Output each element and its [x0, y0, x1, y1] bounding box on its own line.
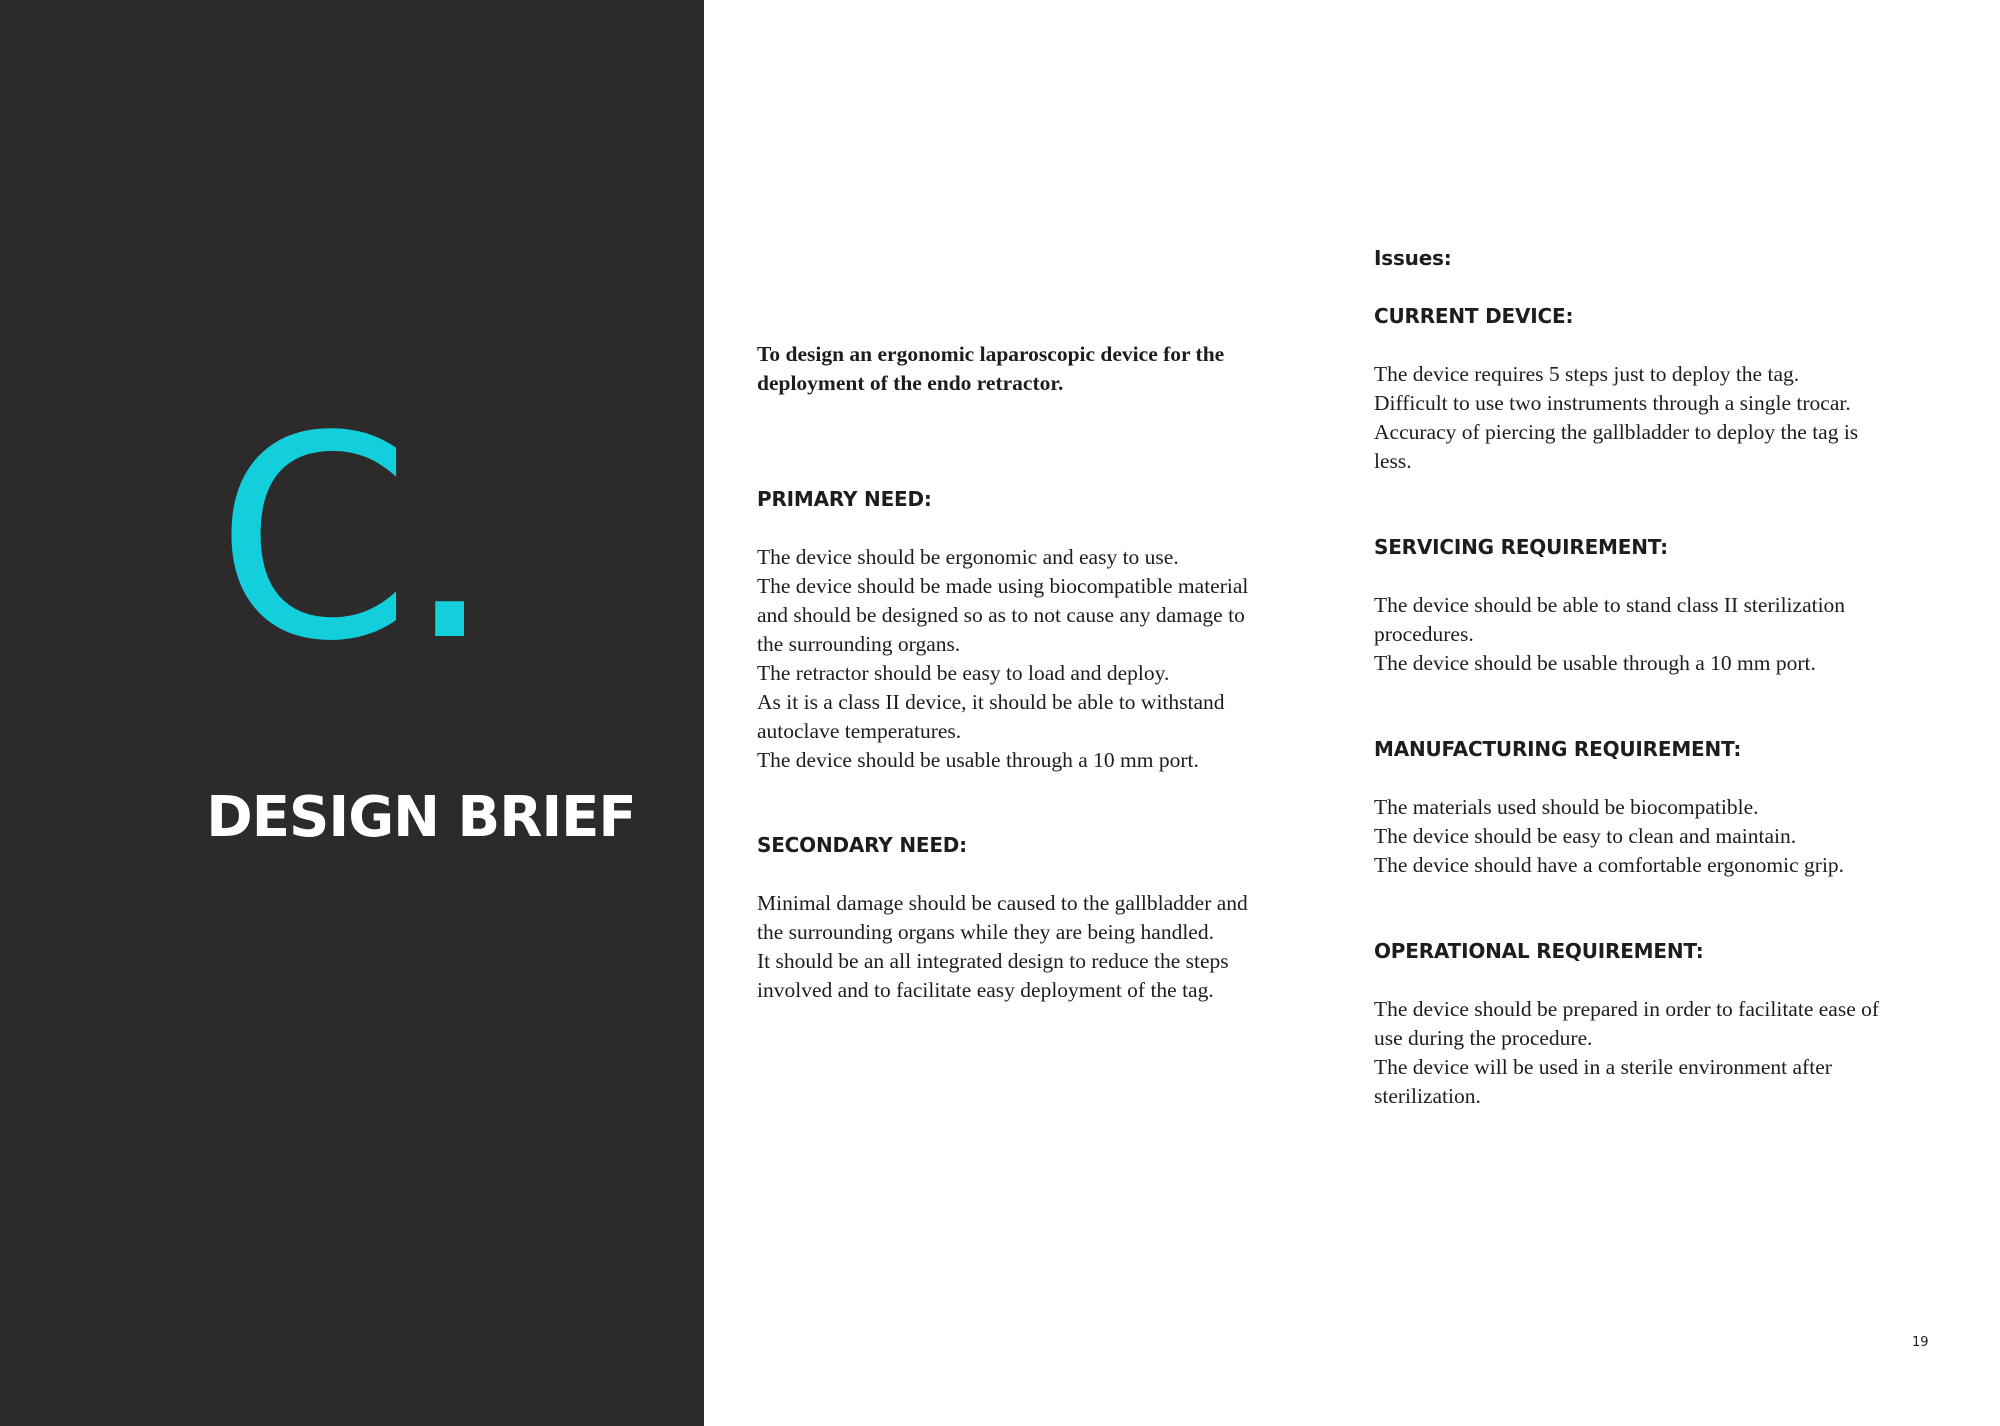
- primary-need-line: The device should be made using biocompatible material: [757, 574, 1249, 598]
- primary-need-line: autoclave temperatures.: [757, 719, 962, 743]
- design-objective: [757, 340, 1337, 398]
- operational-requirement-line: The device should be prepared in order to facilitate ease of: [1374, 997, 1880, 1021]
- operational-requirement-line: use during the procedure.: [1374, 1026, 1593, 1050]
- secondary-need-heading: SECONDARY NEED:: [757, 833, 967, 857]
- servicing-requirement-line: procedures.: [1374, 622, 1474, 646]
- manufacturing-requirement-line: The device should be easy to clean and maintain.: [1374, 824, 1797, 848]
- manufacturing-requirement-heading: MANUFACTURING REQUIREMENT:: [1374, 737, 1742, 761]
- section-cover-panel: [0, 0, 704, 1426]
- operational-requirement-heading: OPERATIONAL REQUIREMENT:: [1374, 939, 1704, 963]
- design-objective-line: deployment of the endo retractor.: [757, 371, 1064, 395]
- servicing-requirement-line: The device should be usable through a 10 mm port.: [1374, 651, 1816, 675]
- primary-need-list: [757, 543, 1337, 775]
- secondary-need-line: It should be an all integrated design to reduce the steps: [757, 949, 1229, 973]
- secondary-need-list: [757, 889, 1337, 1005]
- current-device-line: less.: [1374, 449, 1412, 473]
- secondary-need-line: the surrounding organs while they are being handled.: [757, 920, 1214, 944]
- right-text-column: [1374, 244, 1954, 1111]
- primary-need-line: The device should be usable through a 10 mm port.: [757, 748, 1199, 772]
- current-device-line: Accuracy of piercing the gallbladder to deploy the tag is: [1374, 420, 1859, 444]
- section-letter: C.: [215, 377, 489, 703]
- manufacturing-requirement-line: The materials used should be biocompatible.: [1374, 795, 1759, 819]
- primary-need-line: and should be designed so as to not cause any damage to: [757, 603, 1245, 627]
- servicing-requirement-heading: SERVICING REQUIREMENT:: [1374, 535, 1668, 559]
- design-objective-line: To design an ergonomic laparoscopic device for the: [757, 342, 1225, 366]
- current-device-list: [1374, 360, 1954, 476]
- left-text-column: [757, 340, 1337, 1005]
- manufacturing-requirement-list: [1374, 793, 1954, 880]
- primary-need-heading: PRIMARY NEED:: [757, 487, 932, 511]
- operational-requirement-line: sterilization.: [1374, 1084, 1481, 1108]
- current-device-line: Difficult to use two instruments through a single trocar.: [1374, 391, 1851, 415]
- operational-requirement-line: The device will be used in a sterile environment after: [1374, 1055, 1832, 1079]
- primary-need-line: The retractor should be easy to load and deploy.: [757, 661, 1170, 685]
- current-device-heading: CURRENT DEVICE:: [1374, 304, 1574, 328]
- primary-need-line: the surrounding organs.: [757, 632, 961, 656]
- manufacturing-requirement-line: The device should have a comfortable ergonomic grip.: [1374, 853, 1845, 877]
- page-number: 19: [1912, 1335, 1929, 1350]
- servicing-requirement-list: [1374, 591, 1954, 678]
- operational-requirement-list: [1374, 995, 1954, 1111]
- section-title: DESIGN BRIEF: [206, 785, 636, 850]
- secondary-need-line: Minimal damage should be caused to the gallbladder and: [757, 891, 1248, 915]
- servicing-requirement-line: The device should be able to stand class II sterilization: [1374, 593, 1846, 617]
- primary-need-line: The device should be ergonomic and easy to use.: [757, 545, 1179, 569]
- secondary-need-line: involved and to facilitate easy deployment of the tag.: [757, 978, 1214, 1002]
- current-device-line: The device requires 5 steps just to deploy the tag.: [1374, 362, 1800, 386]
- issues-heading: Issues:: [1374, 246, 1452, 270]
- primary-need-line: As it is a class II device, it should be able to withstand: [757, 690, 1225, 714]
